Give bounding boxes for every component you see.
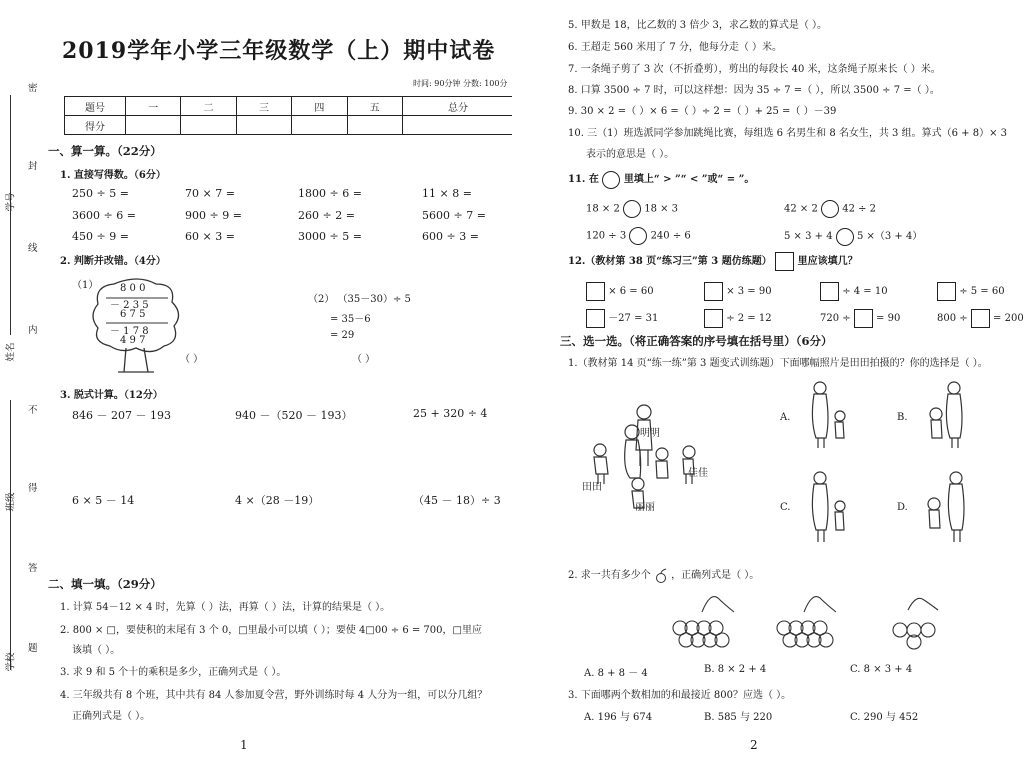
compare-right: 18 × 3: [644, 203, 679, 215]
question-label-text: 里应该填几？: [797, 256, 858, 267]
box-equation: [820, 309, 900, 328]
vertical-line: 6 7 5: [120, 309, 146, 320]
seal-char: 密: [28, 83, 38, 94]
expression: 6 × 5 － 14: [72, 494, 135, 507]
photo-option-d[interactable]: [922, 470, 972, 545]
fill-question: 3. 求 9 和 5 个十的乘积是多少，正确列式是（ ）。: [60, 667, 287, 678]
page-number: 1: [240, 738, 248, 752]
question-label-text: 里填上“ > ”“ < ”或“ = ”。: [623, 174, 755, 185]
expression: （45 － 18）÷ 3: [413, 494, 501, 507]
box-input[interactable]: [937, 282, 956, 301]
page-number: 2: [750, 738, 758, 752]
section-heading: 一、算一算。（22分）: [48, 144, 162, 158]
photo-option-c[interactable]: [802, 470, 852, 545]
choice-question: [568, 566, 759, 583]
choice-option[interactable]: A. 8 + 8 － 4: [584, 668, 648, 679]
fill-question: 表示的意思是（ ）。: [586, 149, 675, 160]
compare-left: 42 × 2: [784, 203, 818, 215]
seal-char: 封: [28, 161, 38, 172]
score-table-cell: 二: [181, 97, 236, 116]
box-input[interactable]: [586, 309, 605, 328]
vertical-line: 8 0 0: [120, 283, 146, 294]
calc-item: 600 ÷ 3 =: [422, 230, 479, 243]
child-name: 明明: [640, 428, 660, 439]
fill-question: 7. 一条绳子剪了 3 次（不折叠剪），剪出的每段长 40 米，这条绳子原来长（ ）米。: [568, 64, 941, 75]
score-input[interactable]: [236, 116, 291, 135]
calc-item: 60 × 3 =: [185, 230, 235, 243]
score-input[interactable]: [292, 116, 347, 135]
vertical-line: － 2 3 5: [110, 300, 149, 311]
option-label[interactable]: A.: [780, 412, 791, 423]
box-equation-text: 720 ÷: [820, 313, 851, 324]
calc-item: 70 × 7 =: [185, 187, 235, 200]
box-equation: [937, 282, 1005, 301]
box-equation-text: = 90: [876, 313, 901, 324]
fill-question: 1. 计算 54－12 × 4 时，先算（ ）法，再算（ ）法，计算的结果是（ ）。: [60, 602, 391, 613]
box-input[interactable]: [820, 282, 839, 301]
question-label-text: 11. 在: [568, 174, 599, 185]
calc-item: 250 ÷ 5 =: [72, 187, 129, 200]
exam-title: 2019学年小学三年级数学（上）期中试卷: [62, 38, 496, 64]
binding-line-lower: [10, 400, 11, 670]
exam-page-2: [512, 0, 1024, 761]
score-table-cell: 三: [236, 97, 291, 116]
compare-right: 240 ÷ 6: [650, 230, 691, 242]
part-label: （1）: [72, 280, 99, 291]
fill-question: 8. 口算 3500 ÷ 7 时，可以这样想：因为 35 ÷ 7 =（ ），所以 3500 ÷ 7 =（ ）。: [568, 85, 940, 96]
seal-char: 答: [28, 563, 38, 574]
judge-line: = 29: [330, 330, 355, 341]
section-heading: 三、选一选。（将正确答案的序号填在括号里）（6分）: [560, 334, 833, 348]
score-table-cell: 题号: [65, 97, 126, 116]
calc-item: 260 ÷ 2 =: [298, 209, 355, 222]
score-table-cell: 总分: [403, 97, 513, 116]
calc-item: 1800 ÷ 6 =: [298, 187, 362, 200]
score-table-header: [65, 97, 513, 116]
compare-right: 5 ×（3 + 4）: [856, 231, 923, 242]
field-class: 班级: [5, 492, 17, 512]
choice-option[interactable]: C. 290 与 452: [850, 712, 919, 723]
field-name: 姓名: [5, 342, 17, 362]
score-table-cell: 一: [126, 97, 181, 116]
child-name: 田田: [582, 482, 602, 493]
calc-item: 450 ÷ 9 =: [72, 230, 129, 243]
vertical-line: － 1 7 8: [110, 326, 149, 337]
judge-line: （2） （35－30）÷ 5: [308, 294, 411, 305]
score-input[interactable]: [403, 116, 513, 135]
field-student-id: 学号: [5, 192, 17, 212]
box-equation: [704, 309, 772, 328]
score-input[interactable]: [126, 116, 181, 135]
box-equation-text: ÷ 2 = 12: [726, 313, 772, 324]
box-input[interactable]: [704, 282, 723, 301]
expression: 940 －（520 － 193）: [235, 409, 353, 422]
field-school: 学校: [5, 652, 17, 672]
score-table: [64, 96, 512, 135]
seal-char: 得: [28, 483, 38, 494]
section-heading: 二、填一填。（29分）: [48, 577, 162, 591]
question-label: [568, 252, 858, 271]
expression: 846 － 207 － 193: [72, 409, 171, 422]
fill-question: 9. 30 × 2 =（ ）× 6 =（ ）÷ 2 =（ ）+ 25 =（ ）－39: [568, 106, 837, 117]
square-blank-icon: [775, 252, 794, 271]
box-equation: [586, 309, 658, 328]
question-label-text: 2. 求一共有多少个: [568, 570, 651, 581]
fill-question: 4. 三年级共有 8 个班，其中共有 84 人参加夏令营，野外训练时每 4 人分为一组，可以分几组？: [60, 690, 488, 701]
cherry-icon: [654, 569, 668, 583]
compare-circle-input[interactable]: [629, 227, 647, 245]
compare-item: [784, 227, 922, 246]
compare-left: 5 × 3 + 4: [784, 231, 833, 242]
exam-meta: 时间: 90分钟 分数: 100分: [413, 79, 508, 88]
compare-circle-input[interactable]: [836, 228, 854, 246]
box-equation-text: －27 = 31: [608, 313, 659, 324]
question-label-text: ，正确列式是（ ）。: [671, 570, 760, 581]
box-input[interactable]: [854, 309, 873, 328]
choice-option[interactable]: B. 585 与 220: [704, 712, 773, 723]
expression: 4 ×（28 －19）: [235, 494, 320, 507]
choice-question: 1.（教材第 14 页“练一练”第 3 题变式训练题）下面哪幅照片是田田拍摄的？你的选择是（ ）。: [568, 358, 988, 369]
question-label-text: 12.（教材第 38 页“练习三”第 3 题仿练题）: [568, 256, 772, 267]
box-equation-text: = 200: [993, 313, 1024, 324]
cherry-bunches-illustration: [672, 590, 972, 660]
compare-left: 120 ÷ 3: [586, 230, 627, 242]
fill-question: 2. 800 × □，要使积的末尾有 3 个 0，□里最小可以填（ ）；要使 4□00 ÷ 6 = 700，□里应: [60, 625, 482, 636]
choice-option[interactable]: A. 196 与 674: [584, 712, 653, 723]
question-label: 2. 判断并改错。（4分）: [60, 256, 166, 267]
expression: 25 + 320 ÷ 4: [413, 407, 488, 420]
children-group-illustration: [582, 398, 732, 518]
choice-option[interactable]: C. 8 × 3 + 4: [850, 664, 913, 675]
score-table-cell: 五: [347, 97, 402, 116]
fill-question: 6. 王超走 560 米用了 7 分，他每分走（ ）米。: [568, 42, 783, 53]
choice-question: 3. 下面哪两个数相加的和最接近 800？应选（ ）。: [568, 690, 792, 701]
answer-bracket[interactable]: （ ）: [352, 354, 376, 365]
compare-item: [586, 227, 691, 245]
seal-char: 线: [28, 243, 38, 254]
child-name: 丽丽: [635, 502, 655, 513]
compare-item: [784, 200, 876, 218]
box-equation: [820, 282, 888, 301]
question-label: [568, 170, 754, 189]
compare-circle-input[interactable]: [623, 200, 641, 218]
box-equation-text: 800 ÷: [937, 313, 968, 324]
score-input[interactable]: [347, 116, 402, 135]
box-equation: [586, 282, 654, 301]
child-name: 佳佳: [688, 468, 708, 479]
compare-circle-input[interactable]: [821, 200, 839, 218]
compare-item: [586, 200, 678, 218]
calc-item: 3000 ÷ 5 =: [298, 230, 362, 243]
option-label[interactable]: B.: [897, 412, 908, 423]
circle-blank-icon: [602, 171, 620, 189]
box-input[interactable]: [971, 309, 990, 328]
calc-item: 3600 ÷ 6 =: [72, 209, 136, 222]
box-equation-text: × 6 = 60: [608, 286, 654, 297]
score-table-row: [65, 116, 513, 135]
seal-char: 题: [28, 643, 38, 654]
calc-item: 11 × 8 =: [422, 187, 472, 200]
photo-option-a[interactable]: [802, 380, 852, 450]
box-equation-text: ÷ 4 = 10: [842, 286, 888, 297]
fill-question: 该填（ ）。: [72, 645, 121, 656]
choice-option[interactable]: B. 8 × 2 + 4: [704, 664, 767, 675]
box-equation: [704, 282, 772, 301]
calc-item: 900 ÷ 9 =: [185, 209, 242, 222]
seal-char: 内: [28, 325, 38, 336]
answer-bracket[interactable]: （ ）: [180, 354, 204, 365]
calc-item: 5600 ÷ 7 =: [422, 209, 486, 222]
box-equation-text: × 3 = 90: [726, 286, 772, 297]
question-label: 1. 直接写得数。（6分）: [60, 170, 166, 181]
box-input[interactable]: [704, 309, 723, 328]
fill-question: 正确列式是（ ）。: [72, 711, 151, 722]
seal-char: 不: [28, 405, 38, 416]
score-table-cell: 四: [292, 97, 347, 116]
compare-right: 42 ÷ 2: [842, 203, 877, 215]
score-input[interactable]: [181, 116, 236, 135]
fill-question: 10. 三（1）班选派同学参加跳绳比赛，每组选 6 名男生和 8 名女生，共 3 组。算式（6 + 8）× 3: [568, 128, 1007, 139]
compare-left: 18 × 2: [586, 203, 620, 215]
binding-line-upper: [10, 95, 11, 335]
box-input[interactable]: [586, 282, 605, 301]
box-equation-text: ÷ 5 = 60: [959, 286, 1005, 297]
option-label[interactable]: D.: [897, 502, 908, 513]
box-equation: [937, 309, 1024, 328]
photo-option-b[interactable]: [922, 380, 972, 450]
option-label[interactable]: C.: [780, 502, 791, 513]
fill-question: 5. 甲数是 18，比乙数的 3 倍少 3，求乙数的算式是（ ）。: [568, 20, 828, 31]
question-label: 3. 脱式计算。（12分）: [60, 390, 163, 401]
vertical-line: 4 9 7: [120, 335, 146, 346]
judge-line: = 35－6: [330, 314, 371, 325]
score-table-cell: 得分: [65, 116, 126, 135]
